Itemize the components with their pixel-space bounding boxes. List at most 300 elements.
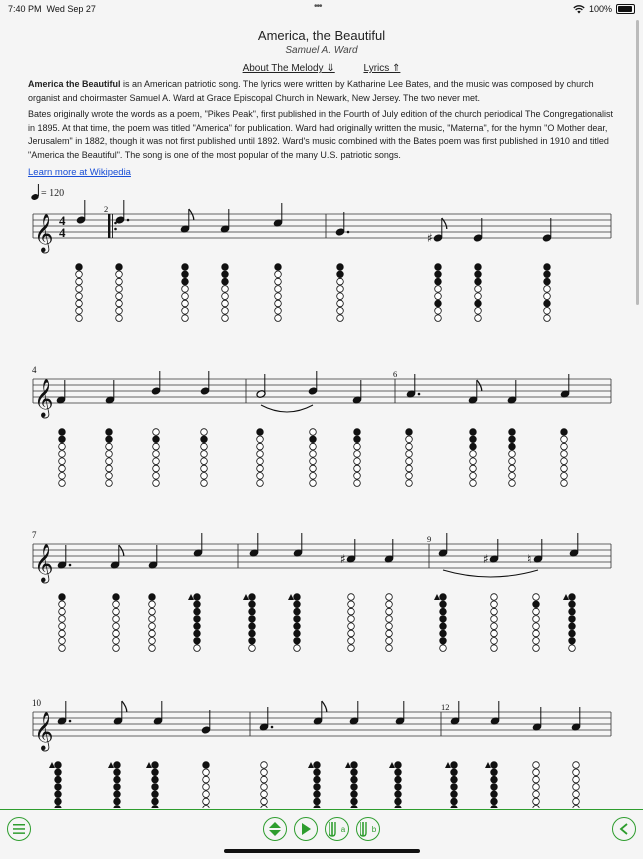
- hole-open: [149, 638, 156, 645]
- hole-closed: [59, 429, 66, 436]
- note-dot: [127, 219, 130, 222]
- status-right: [573, 4, 635, 14]
- hole-closed: [491, 769, 498, 776]
- hole-open: [222, 293, 229, 300]
- hole-closed: [294, 623, 301, 630]
- hole-closed: [203, 762, 210, 769]
- hole-closed: [470, 443, 477, 450]
- thumb-half-hole: [308, 762, 314, 768]
- fingering-chart: [345, 762, 357, 808]
- fingering-chart: [261, 762, 268, 808]
- staff-lines: [33, 379, 611, 403]
- fingering-chart: [49, 762, 61, 808]
- thumb-half-hole: [434, 594, 440, 600]
- thumb-half-hole: [445, 762, 451, 768]
- music-system-1: [0, 200, 643, 325]
- hole-open: [533, 594, 540, 601]
- hole-open: [491, 594, 498, 601]
- hole-closed: [470, 436, 477, 443]
- hole-open: [348, 645, 355, 652]
- hole-closed: [351, 784, 358, 791]
- hole-closed: [310, 436, 317, 443]
- hole-open: [222, 308, 229, 315]
- hole-open: [106, 473, 113, 480]
- measure-number: 9: [427, 534, 432, 544]
- hole-closed: [533, 601, 540, 608]
- thumb-half-hole: [389, 762, 395, 768]
- fingering-chart: [59, 429, 66, 487]
- hole-open: [182, 286, 189, 293]
- fingering-chart: [308, 762, 320, 808]
- hole-closed: [194, 630, 201, 637]
- hole-open: [149, 616, 156, 623]
- hole-closed: [152, 769, 159, 776]
- hole-closed: [114, 784, 121, 791]
- hole-closed: [491, 791, 498, 798]
- hole-closed: [435, 271, 442, 278]
- back-button[interactable]: [612, 817, 636, 841]
- hole-closed: [451, 762, 458, 769]
- hole-open: [533, 798, 540, 805]
- hole-open: [544, 293, 551, 300]
- hole-open: [573, 762, 580, 769]
- hole-open: [153, 473, 160, 480]
- hole-closed: [475, 264, 482, 271]
- battery-percent: 100%: [588, 4, 612, 14]
- hole-open: [59, 443, 66, 450]
- hole-open: [348, 630, 355, 637]
- hole-closed: [451, 769, 458, 776]
- hole-closed: [569, 638, 576, 645]
- hole-closed: [509, 436, 516, 443]
- hole-open: [509, 480, 516, 487]
- hole-closed: [491, 784, 498, 791]
- hole-closed: [153, 436, 160, 443]
- fingering-chart: [544, 264, 551, 322]
- hole-closed: [182, 271, 189, 278]
- note-dot: [347, 231, 350, 234]
- hole-closed: [395, 776, 402, 783]
- fingering-chart: [533, 762, 540, 808]
- hole-open: [337, 315, 344, 322]
- thumb-half-hole: [188, 594, 194, 600]
- menu-icon: [13, 824, 25, 834]
- hole-open: [491, 645, 498, 652]
- hole-closed: [55, 776, 62, 783]
- hole-closed: [152, 791, 159, 798]
- hole-closed: [201, 436, 208, 443]
- hole-open: [386, 601, 393, 608]
- fingering-chart: [243, 594, 255, 652]
- hole-closed: [406, 429, 413, 436]
- hole-open: [337, 278, 344, 285]
- fingering-chart: [491, 594, 498, 652]
- hole-open: [354, 451, 361, 458]
- thumb-half-hole: [108, 762, 114, 768]
- wifi-icon: [573, 5, 585, 14]
- music-system-2: [0, 365, 643, 490]
- hole-open: [491, 630, 498, 637]
- hole-open: [310, 458, 317, 465]
- hole-closed: [249, 594, 256, 601]
- hole-open: [310, 451, 317, 458]
- hole-open: [113, 616, 120, 623]
- hole-open: [222, 315, 229, 322]
- hole-open: [257, 443, 264, 450]
- hole-open: [116, 271, 123, 278]
- multitask-dots[interactable]: •••: [314, 1, 322, 12]
- hole-closed: [113, 594, 120, 601]
- hole-closed: [544, 271, 551, 278]
- hole-closed: [440, 616, 447, 623]
- hole-open: [533, 762, 540, 769]
- hole-open: [106, 465, 113, 472]
- hole-closed: [435, 264, 442, 271]
- scroll-toggle-button[interactable]: [263, 817, 287, 841]
- fingering-chart: [153, 429, 160, 487]
- hole-open: [203, 784, 210, 791]
- hole-closed: [440, 630, 447, 637]
- hole-open: [310, 473, 317, 480]
- hole-closed: [314, 762, 321, 769]
- hole-closed: [222, 271, 229, 278]
- fingering-chart: [257, 429, 264, 487]
- accidental-sharp: ♯: [483, 552, 489, 566]
- hole-closed: [544, 264, 551, 271]
- fingering-chart: [275, 264, 282, 322]
- hole-closed: [249, 630, 256, 637]
- hole-closed: [337, 271, 344, 278]
- battery-icon: [616, 4, 635, 14]
- hole-open: [386, 616, 393, 623]
- hole-open: [153, 465, 160, 472]
- hole-closed: [149, 594, 156, 601]
- hole-open: [544, 308, 551, 315]
- hole-open: [573, 784, 580, 791]
- hole-open: [348, 601, 355, 608]
- hole-closed: [569, 608, 576, 615]
- accidental-natural: ♮: [527, 552, 532, 566]
- fingering-chart: [435, 264, 442, 322]
- time-signature-top: 4: [59, 213, 66, 228]
- hole-open: [201, 458, 208, 465]
- hole-closed: [152, 806, 159, 809]
- fingering-chart: [106, 429, 113, 487]
- hole-closed: [294, 608, 301, 615]
- wikipedia-link[interactable]: Learn more at Wikipedia: [28, 167, 131, 178]
- fingering-chart: [348, 594, 355, 652]
- treble-clef: 𝄞: [34, 213, 54, 252]
- hole-closed: [351, 769, 358, 776]
- section-toggles: [0, 63, 643, 74]
- hole-open: [561, 436, 568, 443]
- music-system-3: [0, 530, 643, 655]
- hole-closed: [440, 638, 447, 645]
- hole-open: [113, 623, 120, 630]
- hole-open: [149, 623, 156, 630]
- hole-open: [59, 645, 66, 652]
- hole-open: [116, 315, 123, 322]
- hole-open: [201, 480, 208, 487]
- hole-open: [113, 645, 120, 652]
- menu-button[interactable]: [7, 817, 31, 841]
- hole-closed: [544, 300, 551, 307]
- hole-open: [435, 315, 442, 322]
- hole-open: [470, 451, 477, 458]
- hole-open: [59, 480, 66, 487]
- hole-closed: [509, 429, 516, 436]
- hole-open: [533, 784, 540, 791]
- hole-open: [116, 308, 123, 315]
- accidental-sharp: ♯: [340, 552, 346, 566]
- hole-open: [201, 465, 208, 472]
- hole-open: [561, 451, 568, 458]
- hole-open: [354, 465, 361, 472]
- hole-open: [573, 769, 580, 776]
- hole-open: [76, 315, 83, 322]
- hole-open: [113, 601, 120, 608]
- thumb-half-hole: [243, 594, 249, 600]
- hole-open: [533, 645, 540, 652]
- fingering-chart: [182, 264, 189, 322]
- fingering-chart: [222, 264, 229, 322]
- measure-number: 6: [393, 369, 398, 379]
- hole-open: [573, 776, 580, 783]
- hole-closed: [491, 776, 498, 783]
- fingering-chart: [389, 762, 401, 808]
- hole-open: [222, 300, 229, 307]
- hole-open: [275, 278, 282, 285]
- tie: [443, 570, 538, 577]
- accidental-sharp: ♯: [427, 231, 433, 245]
- hole-open: [76, 293, 83, 300]
- fingering-chart: [116, 264, 123, 322]
- hole-open: [113, 638, 120, 645]
- fingering-a-label: a: [340, 824, 346, 834]
- fingering-b-button[interactable]: [356, 817, 380, 841]
- measure-number: 12: [441, 702, 450, 712]
- hole-open: [533, 630, 540, 637]
- hole-closed: [475, 300, 482, 307]
- hole-open: [509, 458, 516, 465]
- hole-closed: [451, 791, 458, 798]
- hole-open: [203, 806, 210, 809]
- fingering-chart: [533, 594, 540, 652]
- hole-open: [509, 465, 516, 472]
- hole-closed: [440, 623, 447, 630]
- hole-closed: [440, 594, 447, 601]
- hole-closed: [55, 769, 62, 776]
- hole-closed: [351, 762, 358, 769]
- hole-closed: [55, 806, 62, 809]
- music-system-4: [0, 698, 643, 808]
- hole-open: [348, 608, 355, 615]
- description-paragraph-2: Bates originally wrote the words as a poem, "Pikes Peak", first published in the Fourth of July edition of the church periodical The Congregationalist in 1895. At that time, the poem was titled "America" for publication. Ward had originally written the music, "Materna", for the hymn "O Mother dear, Jerusalem" in 1882, though it was not first published until 1892. Ward's music combined with the Bates poem was first published in 1910 and titled "America the Beautiful". The song is one of the most popular of the many U.S. patriotic songs.: [28, 109, 614, 161]
- hole-open: [354, 443, 361, 450]
- lyrics-link[interactable]: Lyrics ⇑: [363, 63, 401, 74]
- hole-closed: [182, 278, 189, 285]
- note-dot: [271, 726, 274, 729]
- hole-open: [348, 594, 355, 601]
- fingering-chart: [113, 594, 120, 652]
- hole-open: [475, 293, 482, 300]
- hole-closed: [249, 601, 256, 608]
- fingering-chart: [201, 429, 208, 487]
- hole-open: [354, 458, 361, 465]
- hole-closed: [491, 798, 498, 805]
- hole-open: [406, 480, 413, 487]
- hole-open: [533, 616, 540, 623]
- hole-open: [573, 798, 580, 805]
- fingering-b-label: b: [371, 824, 377, 834]
- hole-open: [386, 594, 393, 601]
- hole-closed: [106, 429, 113, 436]
- hole-open: [153, 443, 160, 450]
- hole-open: [386, 638, 393, 645]
- hole-closed: [59, 436, 66, 443]
- fingering-a-button[interactable]: [325, 817, 349, 841]
- hole-closed: [395, 798, 402, 805]
- hole-open: [261, 769, 268, 776]
- hole-closed: [395, 806, 402, 809]
- hole-closed: [106, 436, 113, 443]
- hole-open: [59, 630, 66, 637]
- hole-open: [76, 308, 83, 315]
- hole-closed: [194, 623, 201, 630]
- tie: [261, 405, 313, 412]
- hole-closed: [544, 278, 551, 285]
- hole-open: [337, 293, 344, 300]
- quarter-note-icon: [31, 183, 41, 201]
- hole-closed: [249, 638, 256, 645]
- hole-closed: [55, 798, 62, 805]
- hole-open: [182, 300, 189, 307]
- hole-open: [569, 645, 576, 652]
- treble-clef: 𝄞: [34, 378, 54, 417]
- hole-open: [561, 473, 568, 480]
- song-title: America, the Beautiful: [257, 28, 386, 43]
- note-flag: [119, 545, 124, 556]
- fingering-chart: [475, 264, 482, 322]
- hole-open: [59, 473, 66, 480]
- hole-closed: [114, 762, 121, 769]
- hole-closed: [451, 798, 458, 805]
- hole-closed: [435, 300, 442, 307]
- fingering-chart: [485, 762, 497, 808]
- hole-closed: [569, 601, 576, 608]
- hole-open: [59, 638, 66, 645]
- hole-closed: [182, 264, 189, 271]
- hole-open: [406, 443, 413, 450]
- treble-clef: 𝄞: [34, 711, 54, 750]
- hole-open: [182, 315, 189, 322]
- fingering-chart: [76, 264, 83, 322]
- hole-closed: [294, 630, 301, 637]
- hole-open: [435, 308, 442, 315]
- note-dot: [418, 393, 421, 396]
- hole-open: [275, 271, 282, 278]
- hole-closed: [569, 594, 576, 601]
- hole-open: [59, 451, 66, 458]
- fingering-chart: [354, 429, 361, 487]
- measure-number: 2: [104, 204, 109, 214]
- note-flag: [477, 380, 482, 391]
- measure-number: 7: [32, 530, 37, 540]
- fingering-chart: [203, 762, 210, 808]
- hole-closed: [351, 791, 358, 798]
- hole-closed: [114, 776, 121, 783]
- hole-closed: [475, 278, 482, 285]
- hole-open: [149, 608, 156, 615]
- hole-open: [257, 473, 264, 480]
- hole-open: [76, 271, 83, 278]
- hole-open: [149, 630, 156, 637]
- hole-closed: [194, 608, 201, 615]
- hole-open: [257, 436, 264, 443]
- hole-open: [406, 473, 413, 480]
- hole-open: [310, 429, 317, 436]
- hole-open: [261, 806, 268, 809]
- hole-closed: [222, 264, 229, 271]
- hole-open: [257, 480, 264, 487]
- hole-open: [435, 293, 442, 300]
- tempo-marking: [31, 183, 64, 201]
- hole-closed: [194, 594, 201, 601]
- hole-open: [249, 645, 256, 652]
- hole-closed: [314, 798, 321, 805]
- hole-open: [261, 762, 268, 769]
- note-flag: [122, 701, 127, 712]
- hole-open: [406, 458, 413, 465]
- play-button[interactable]: [294, 817, 318, 841]
- hole-open: [533, 623, 540, 630]
- hole-open: [406, 451, 413, 458]
- hole-open: [491, 608, 498, 615]
- hole-open: [475, 308, 482, 315]
- hole-open: [261, 784, 268, 791]
- about-melody-link[interactable]: About The Melody ⇓: [242, 63, 335, 74]
- hole-open: [354, 473, 361, 480]
- hole-closed: [509, 443, 516, 450]
- hole-open: [257, 458, 264, 465]
- fingering-chart: [573, 762, 580, 808]
- hole-open: [509, 451, 516, 458]
- hole-open: [348, 616, 355, 623]
- hole-open: [113, 608, 120, 615]
- measure-number: 4: [32, 365, 37, 375]
- thumb-half-hole: [288, 594, 294, 600]
- home-indicator[interactable]: [224, 849, 420, 853]
- hole-closed: [152, 776, 159, 783]
- hole-open: [275, 286, 282, 293]
- hole-open: [470, 465, 477, 472]
- fingering-chart: [310, 429, 317, 487]
- hole-open: [106, 480, 113, 487]
- hole-open: [261, 798, 268, 805]
- hole-open: [201, 451, 208, 458]
- hole-open: [533, 776, 540, 783]
- hole-open: [386, 645, 393, 652]
- hole-open: [257, 451, 264, 458]
- up-down-icon: [269, 822, 281, 836]
- hole-closed: [314, 776, 321, 783]
- hole-closed: [152, 784, 159, 791]
- hole-closed: [569, 616, 576, 623]
- hole-open: [261, 776, 268, 783]
- hole-open: [573, 806, 580, 809]
- hole-open: [470, 473, 477, 480]
- fingering-chart: [434, 594, 446, 652]
